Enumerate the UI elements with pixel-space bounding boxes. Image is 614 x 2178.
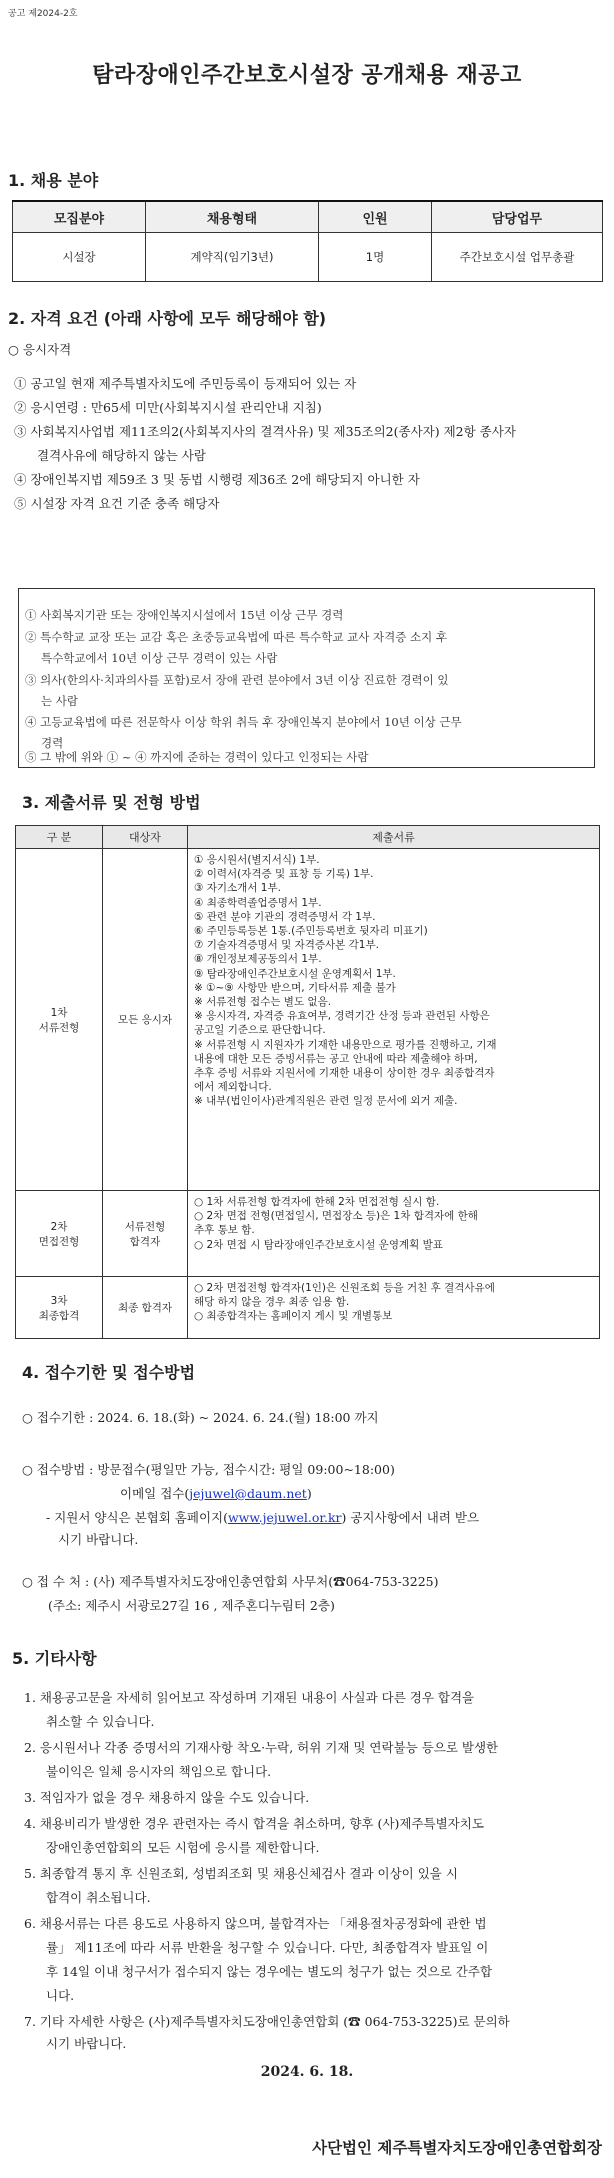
note-line: 7. 기타 자세한 사항은 (사)제주특별자치도장애인총연합회 (☎ 064-753-3225)로 문의하 — [24, 2014, 510, 2029]
section5-heading: 5. 기타사항 — [12, 1649, 97, 1668]
header-documents: 제출서류 — [188, 826, 600, 849]
cell-type: 계약직(임기3년) — [146, 233, 319, 282]
qualification-item-1: ① 공고일 현재 제주특별자치도에 주민등록이 등재되어 있는 자 — [14, 376, 357, 391]
criteria-line: ④ 고등교육법에 따른 전문학사 이상 학위 취득 후 장애인복지 분야에서 10년 이상 근무 — [25, 715, 462, 729]
note-line: 6. 채용서류는 다른 용도로 사용하지 않으며, 불합격자는 「채용절차공정화에 관한 법 — [24, 1916, 487, 1931]
target-cell: 모든 응시자 — [103, 849, 188, 1191]
form-download-cont: 시기 바랍니다. — [58, 1532, 139, 1547]
qualification-item-2: ② 응시연령 : 만65세 미만(사회복지시설 관리안내 지침) — [14, 400, 322, 415]
documents-cell: ○ 2차 면접전형 합격자(1인)은 신원조회 등을 거친 후 결격사유에 해당 하지 않을 경우 최종 임용 함. ○ 최종합격자는 홈페이지 게시 및 개별통보 — [188, 1277, 600, 1339]
place-text: ○ 접 수 처 : (사) 제주특별자치도장애인총연합회 사무처(☎064-753-3225) — [22, 1574, 439, 1589]
documents-cell: ○ 1차 서류전형 합격자에 한해 2차 면접전형 실시 함. ○ 2차 면접 전형(면접일시, 면접장소 등)은 1차 합격자에 한해 추후 통보 함. ○ 2차 면접 시 탐라장애인주간보호시설 운영계획 발표 — [188, 1191, 600, 1277]
qualification-item-5: ⑤ 시설장 자격 요건 기준 충족 해당자 — [14, 496, 220, 511]
table-row — [16, 849, 600, 1191]
screening-table — [15, 825, 600, 1339]
note-line: 5. 최종합격 통지 후 신원조회, 성범죄조회 및 채용신체검사 결과 이상이 있을 시 — [24, 1866, 458, 1881]
criteria-line: 경력 — [41, 736, 64, 750]
qualification-item-3-cont: 결격사유에 해당하지 않는 사람 — [37, 448, 206, 463]
section3-heading: 3. 제출서류 및 전형 방법 — [22, 793, 201, 812]
recruit-table — [12, 200, 603, 282]
table-row — [16, 1277, 600, 1339]
stage-cell: 1차 서류전형 — [16, 849, 103, 1191]
criteria-line: ⑤ 그 밖에 위와 ① ~ ④ 까지에 준하는 경력이 있다고 인정되는 사람 — [25, 750, 369, 764]
note-line: 2. 응시원서나 각종 증명서의 기재사항 착오·누락, 허위 기재 및 연락불능 등으로 발생한 — [24, 1740, 499, 1755]
table-row — [16, 1191, 600, 1277]
note-line: 률」 제11조에 따라 서류 반환을 청구할 수 있습니다. 다만, 최종합격자 발표일 이 — [46, 1940, 489, 1955]
method-text: ○ 접수방법 : 방문접수(평일만 가능, 접수시간: 평일 09:00~18:00) — [22, 1462, 395, 1477]
period-text: ○ 접수기한 : 2024. 6. 18.(화) ~ 2024. 6. 24.(월) 18:00 까지 — [22, 1410, 379, 1425]
section2-heading: 2. 자격 요건 (아래 사항에 모두 해당해야 함) — [8, 309, 327, 328]
header-target: 대상자 — [103, 826, 188, 849]
note-line: 불이익은 일체 응시자의 책임으로 합니다. — [46, 1764, 272, 1779]
cell-count: 1명 — [319, 233, 432, 282]
qualification-item-4: ④ 장애인복지법 제59조 3 및 동법 시행령 제36조 2에 해당되지 아니한 자 — [14, 472, 420, 487]
header-count: 인원 — [319, 201, 432, 233]
notice-number: 공고 제2024-2호 — [8, 9, 78, 19]
header-field: 모집분야 — [13, 201, 146, 233]
header-stage: 구 분 — [16, 826, 103, 849]
qualification-label: ○ 응시자격 — [8, 342, 72, 357]
note-line: 니다. — [46, 1988, 75, 2003]
cell-field: 시설장 — [13, 233, 146, 282]
header-duty: 담당업무 — [432, 201, 603, 233]
director-criteria-box — [18, 588, 595, 768]
section4-heading: 4. 접수기한 및 접수방법 — [22, 1363, 196, 1382]
signature: 사단법인 제주특별자치도장애인총연합회장 — [312, 2139, 602, 2157]
address-text: (주소: 제주시 서광로27길 16 , 제주혼디누림터 2층) — [48, 1598, 335, 1613]
note-line: 후 14일 이내 청구서가 접수되지 않는 경우에는 별도의 청구가 없는 것으로 간주합 — [46, 1964, 493, 1979]
homepage-link[interactable]: www.jejuwel.or.kr — [227, 1510, 342, 1525]
criteria-line: 특수학교에서 10년 이상 근무 경력이 있는 사람 — [41, 651, 278, 665]
note-line: 4. 채용비리가 발생한 경우 관련자는 즉시 합격을 취소하며, 향후 (사)제주특별자치도 — [24, 1816, 484, 1831]
form-download-line: - 지원서 양식은 본협회 홈페이지(www.jejuwel.or.kr) 공지사항에서 내려 받으 — [46, 1510, 480, 1525]
note-line: 3. 적임자가 없을 경우 채용하지 않을 수도 있습니다. — [24, 1790, 310, 1805]
target-cell: 서류전형 합격자 — [103, 1191, 188, 1277]
note-line: 합격이 취소됩니다. — [46, 1890, 151, 1905]
note-line: 시기 바랍니다. — [46, 2036, 127, 2051]
criteria-line: ② 특수학교 교장 또는 교감 혹은 초중등교육법에 따른 특수학교 교사 자격증 소지 후 — [25, 630, 447, 644]
section1-heading: 1. 채용 분야 — [8, 171, 99, 190]
issue-date: 2024. 6. 18. — [260, 2064, 354, 2080]
stage-cell: 2차 면접전형 — [16, 1191, 103, 1277]
header-type: 채용형태 — [146, 201, 319, 233]
email-link[interactable]: jejuwel@daum.net — [189, 1486, 307, 1501]
qualification-item-3: ③ 사회복지사업법 제11조의2(사회복지사의 결격사유) 및 제35조의2(종사자) 제2항 종사자 — [14, 424, 516, 439]
target-cell: 최종 합격자 — [103, 1277, 188, 1339]
page-title: 탐라장애인주간보호시설장 공개채용 재공고 — [92, 62, 522, 88]
documents-cell: ① 응시원서(별지서식) 1부. ② 이력서(자격증 및 표창 등 기록) 1부. ③ 자기소개서 1부. ④ 최종학력졸업증명서 1부. ⑤ 관련 분야 기관의 경력증명서 각 1부. ⑥ 주민등록등본 1통.(주민등록번호 뒷자리 미표기) ⑦ 기술자격증명서 및 자격증사본 각1부. ⑧ 개인정보제공동의서 1부. ⑨ 탐라장애인주간보호시설 운영계획서 1부. ※ ①~⑨ 사항만 받으며, 기타서류 제출 불가 ※ 서류전형 접수는 별도 없음. ※ 응시자격, 자격증 유효여부, 경력기간 산정 등과 관련된 사항은 공고일 기준으로 판단합니다. ※ 서류전형 시 지원자가 기재한 내용만으로 평가를 진행하고, 기재 내용에 대한 모든 증빙서류는 공고 안내에 따라 제출해야 하며, 추후 증빙 서류와 지원서에 기재한 내용이 상이한 경우 최종합격자 에서 제외합니다. ※ 내부(법인이사)관계직원은 관련 일정 문서에 외거 제출. — [188, 849, 600, 1191]
note-line: 장애인총연합회의 모든 시험에 응시를 제한합니다. — [46, 1840, 320, 1855]
note-line: 1. 채용공고문을 자세히 읽어보고 작성하며 기재된 내용이 사실과 다른 경우 합격을 — [24, 1690, 475, 1705]
email-line: 이메일 접수(jejuwel@daum.net) — [120, 1486, 312, 1501]
cell-duty: 주간보호시설 업무총괄 — [432, 233, 603, 282]
stage-cell: 3차 최종합격 — [16, 1277, 103, 1339]
note-line: 취소할 수 있습니다. — [46, 1714, 155, 1729]
criteria-line: ③ 의사(한의사·치과의사를 포함)로서 장애 관련 분야에서 3년 이상 진료한 경력이 있 — [25, 673, 449, 687]
criteria-line: ① 사회복지기관 또는 장애인복지시설에서 15년 이상 근무 경력 — [25, 608, 344, 622]
criteria-line: 는 사람 — [41, 694, 78, 708]
